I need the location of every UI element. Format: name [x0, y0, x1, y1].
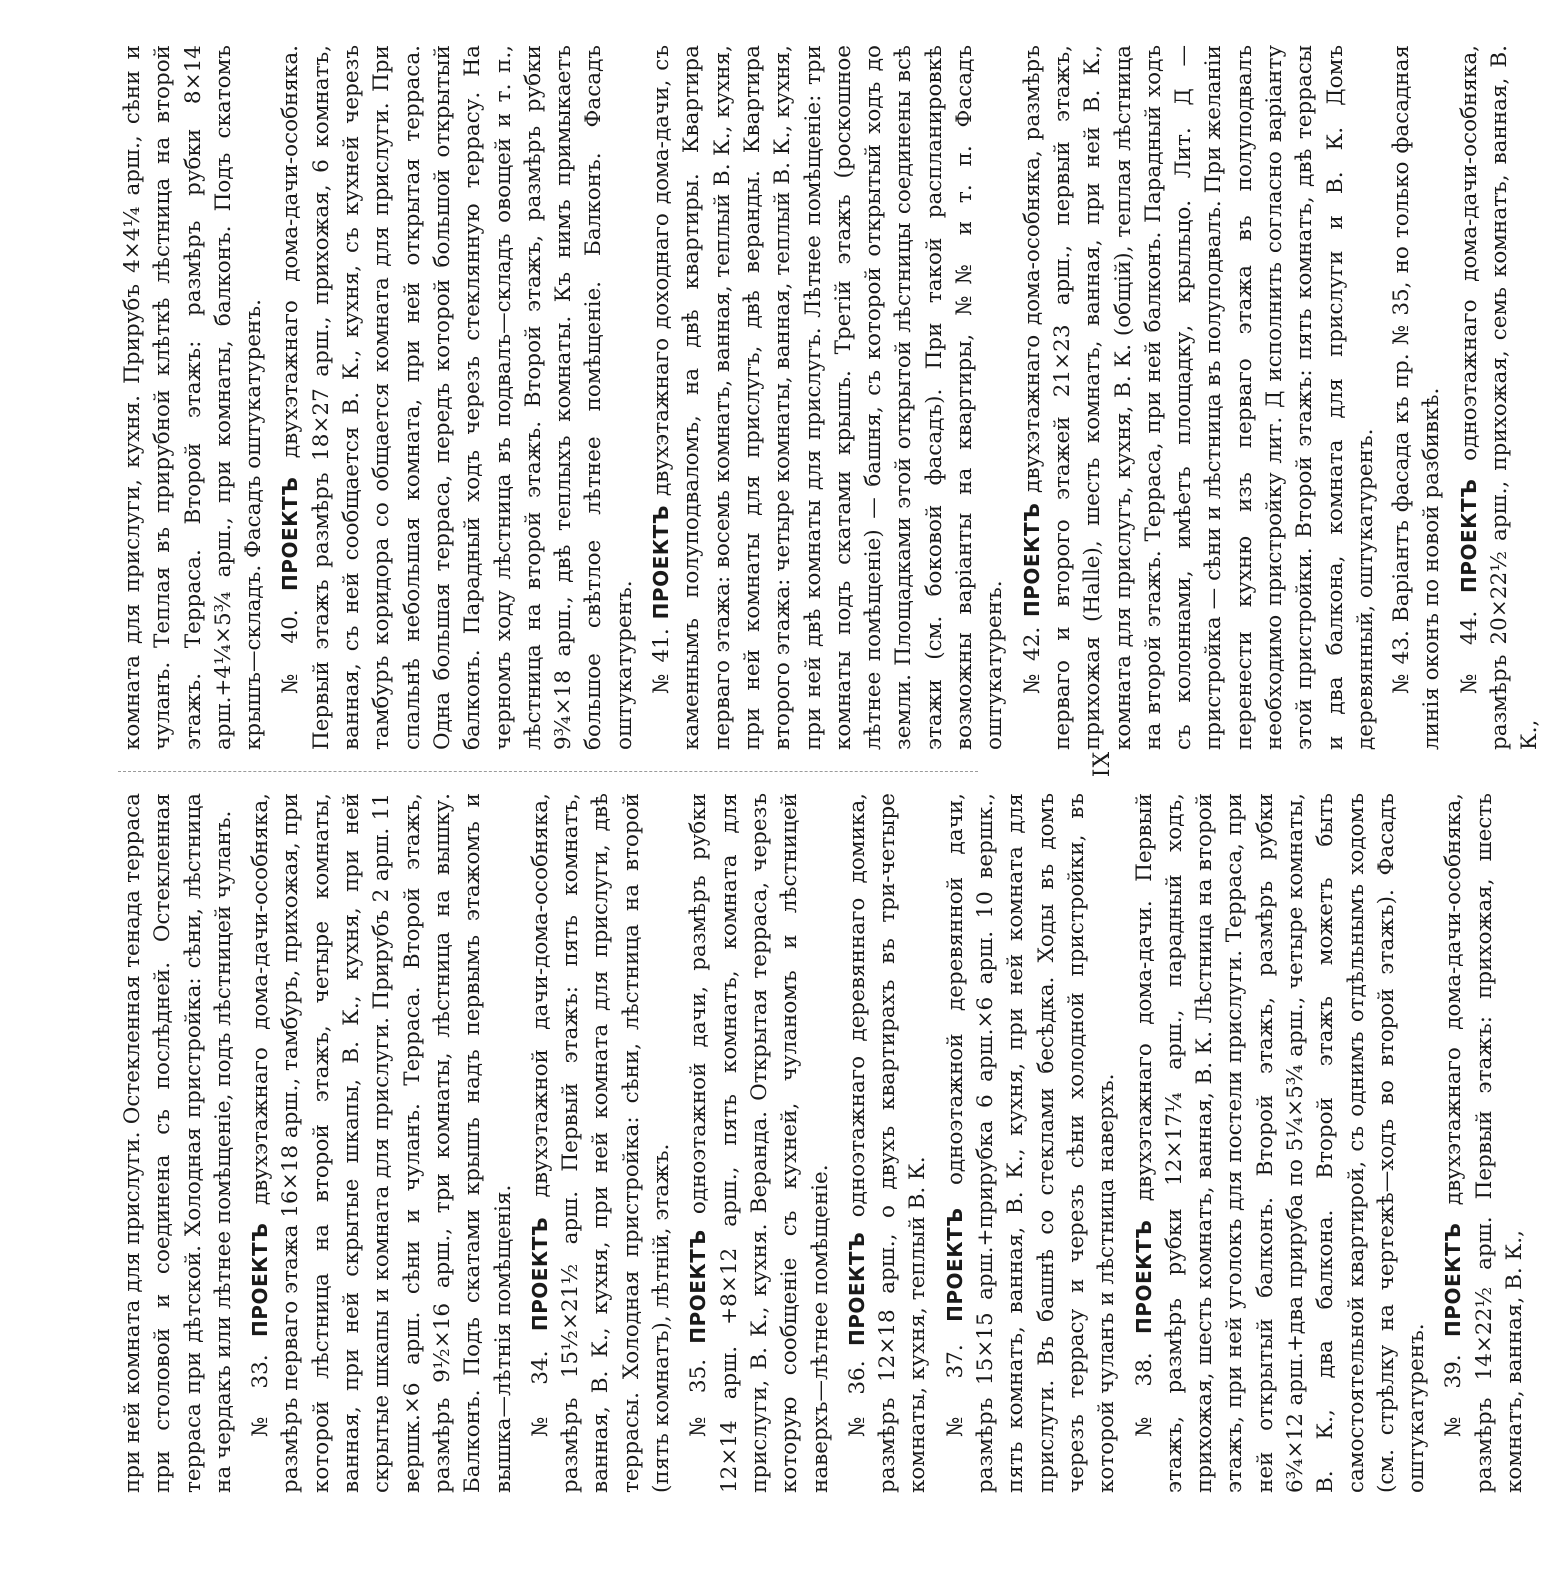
- project-keyword: ПРОЕКТЪ: [649, 504, 674, 620]
- project-keyword: ПРОЕКТЪ: [686, 1229, 711, 1344]
- project-keyword: ПРОЕКТЪ: [1019, 502, 1044, 617]
- project-number: № 39.: [1441, 1354, 1467, 1437]
- paragraph: [842, 793, 934, 1493]
- project-number: № 37.: [942, 1344, 968, 1437]
- left-column: [118, 792, 1528, 1493]
- column-divider: [118, 771, 978, 772]
- project-number: № 38.: [1131, 1352, 1157, 1437]
- paragraph-text: комната для прислуги, кухня. Прирубъ 4×4¼ арш., сѣни и чуланъ. Теплая въ прирубной клѣткѣ лѣстница на второй этажъ. Терраса. Второй этажъ: размѣръ рубки 8×14 арш.+4¼×5¾ арш., при комнаты, балконъ. Подъ скатомъ крышъ—складъ. Фасадъ оштукатуренъ.: [120, 45, 267, 750]
- paragraph: [1387, 45, 1448, 750]
- project-number: № 41.: [649, 628, 675, 694]
- project-keyword: ПРОЕКТЪ: [1456, 478, 1481, 593]
- project-keyword: ПРОЕКТЪ: [278, 476, 303, 591]
- project-keyword: ПРОЕКТЪ: [1131, 1219, 1156, 1334]
- project-number: № 44.: [1456, 610, 1482, 694]
- page-number: IX: [1090, 750, 1115, 778]
- project-number: № 43.: [1389, 630, 1415, 694]
- paragraph: [1017, 45, 1382, 750]
- paragraph: [275, 45, 640, 750]
- paragraph-text: одноэтажной деревянной дачи, размѣръ 15×15 арш.+прирубка 6 арш.×6 арш. 10 вершк., пять комнатъ, ванная, В. К., кухня, при ней комната для прислуги. Въ башнѣ со стеклами бесѣдка. Ходы въ домъ черезъ террасу и черезъ сѣни холодной пристройки, въ которой чуланъ и лѣстница наверхъ.: [942, 793, 1120, 1493]
- paragraph: [525, 793, 677, 1493]
- paragraph: [646, 45, 1011, 750]
- project-number: № 35.: [686, 1358, 712, 1437]
- project-keyword: ПРОЕКТЪ: [527, 1216, 552, 1332]
- paragraph: [1454, 45, 1546, 750]
- paragraph: [1129, 793, 1433, 1493]
- paragraph-text: двухэтажнаго дома-особняка, размѣръ перваго и второго этажей 21×23 арш., первый этажъ, прихожая (Halle), шесть комнатъ, ванная, при ней В. К., комната для прислугъ, кухня, В. К. (общій), теплая лѣстница на второй этажъ. Терраса, при ней балконъ. Парадный ходъ съ колоннами, имѣетъ площадку, крыльцо. Лит. Д — пристройка — сѣни и лѣстница въ полуподвалъ. При желаніи перенести кухню изъ перваго этажа въ полуподвалъ необходимо пристройку лит. Д исполнить согласно варіанту этой пристройки. Второй этажъ: пять комнатъ, двѣ террасы и два балкона, комната для прислуги и В. К. Домъ деревянный, оштукатуренъ.: [1019, 45, 1378, 750]
- project-number: № 36.: [844, 1360, 870, 1437]
- paragraph: [683, 793, 835, 1493]
- paragraph-text: двухэтажной дачи-дома-особняка, размѣръ 15½×21½ арш. Первый этажъ: пять комнатъ, ванная, В. К., кухня, при ней комната для прислуги, двѣ террасы. Холодная пристройка: сѣни, лѣстница на второй (пять комнатъ), лѣтній, этажъ.: [527, 793, 675, 1493]
- paragraph-text: одноэтажнаго деревяннаго домика, размѣръ 12×18 арш., о двухъ квартирахъ въ три-четыре комнаты, кухня, теплый В. К.: [844, 792, 931, 1493]
- project-number: № 34.: [527, 1350, 553, 1437]
- paragraph-text: двухэтажнаго дома-дачи-особняка. Первый этажъ размѣръ 18×27 арш., прихожая, 6 комнатъ, ванная, съ ней сообщается В. К., кухня, съ кухней черезъ тамбуръ коридора со общается комната для прислуги. При спальнѣ небольшая комната, при ней открытая терраса. Одна большая терраса, передъ которой большой открытый балконъ. Парадный ходъ черезъ стеклянную террасу. На черномъ ходу лѣстница въ подвалъ—складъ овощей и т. п., лѣстница на второй этажъ. Второй этажъ, размѣръ рубки 9¾×18 арш., двѣ теплыхъ комнаты. Къ нимъ примыкаетъ большое свѣтлое лѣтнее помѣщеніе. Балконъ. Фасадъ оштукатуренъ.: [278, 44, 637, 750]
- project-keyword: ПРОЕКТЪ: [1441, 1222, 1466, 1337]
- project-number: № 42.: [1019, 626, 1045, 694]
- paragraph-text: одноэтажнаго дома-дачи-особняка, размѣръ 20×22½ арш., прихожая, семь комнатъ, ванная, В. К.,: [1456, 44, 1543, 750]
- paragraph-text: двухэтажнаго дома-дачи. Первый этажъ, размѣръ рубки 12×17¼ арш., парадный ходъ, прихожая, шесть комнатъ, ванная, В. К. Лѣстница на второй этажъ, при ней уголокъ для постели прислуги. Терраса, при ней открытый балконъ. Второй этажъ, размѣръ рубки 6¾×12 арш.+два прируба по 5¼×5¾ арш., четыре комнаты, В. К., два балкона. Второй этажъ можетъ быть самостоятельной квартирой, съ однимъ отдѣльнымъ ходомъ (см. стрѣлку на чертежѣ—ходъ во второй этажъ). Фасадъ оштукатуренъ.: [1131, 793, 1430, 1493]
- project-keyword: ПРОЕКТЪ: [942, 1207, 967, 1322]
- paragraph: [118, 45, 269, 750]
- paragraph-text: двухэтажнаго доходнаго дома-дачи, съ каменнымъ полуподваломъ, на двѣ квартиры. Квартира перваго этажа: восемь комнатъ, ванная, теплый В. К., кухня, при ней комнаты для прислугъ, двѣ веранды. Квартира второго этажа: четыре комнаты, ванная, теплый В. К., кухня, при ней двѣ комнаты для прислугъ. Лѣтнее помѣщеніе: три комнаты подъ скатами крышъ. Третій этажъ (роскошное лѣтнее помѣщеніе) — башня, съ которой открытый ходъ до земли. Площадками этой открытой лѣстницы соединены всѣ этажи (см. боковой фасадъ). При такой распланировкѣ возможны варіанты на квартиры, №№ и т. п. Фасадъ оштукатуренъ.: [649, 45, 1008, 750]
- project-number: № 40.: [278, 609, 304, 694]
- right-column: [118, 44, 1543, 750]
- paragraph: [940, 793, 1123, 1493]
- paragraph: [245, 793, 519, 1493]
- paragraph-text: двухэтажнаго дома-дачи-особняка, размѣръ 14×22½ арш. Первый этажъ: прихожая, шесть комнатъ, ванная, В. К.,: [1441, 792, 1528, 1493]
- paragraph-text: одноэтажной дачи, размѣръ рубки 12×14 арш. +8×12 арш., пять комнатъ, комната для прислуги, В. К., кухня. Веранда. Открытая терраса, черезъ которую сообщеніе съ кухней, чуланомъ и лѣстницей наверхъ—лѣтнее помѣщеніе.: [686, 792, 833, 1493]
- paragraph-text: при ней комната для прислуги. Остекленная тенада терраса при столовой и соединена съ послѣдней. Остекленная терраса при дѣтской. Холодная пристройка: сѣни, лѣстница на чердакъ или лѣтнее помѣщеніе, подъ лѣстницей чуланъ.: [120, 793, 236, 1493]
- paragraph-text: двухэтажнаго дома-дачи-особняка, размѣръ перваго этажа 16×18 арш., тамбуръ, прихожая, при которой лѣстница на второй этажъ, четыре комнаты, ванная, при ней скрытые шкапы, В. К., кухня, при ней скрытые шкапы и комната для прислуги. Прирубъ 2 арш. 11 вершк.×6 арш. сѣни и чуланъ. Терраса. Второй этажъ, размѣръ 9½×16 арш., три комнаты, лѣстница на вышку. Балконъ. Подъ скатами крышъ надъ первымъ этажомъ и вышка—лѣтнія помѣщенія.: [248, 792, 516, 1493]
- project-number: № 33.: [248, 1354, 274, 1437]
- paragraph-text: Варіантъ фасада къ пр. № 35, но только фасадная линія оконъ по новой разбивкѣ.: [1389, 44, 1445, 750]
- paragraph: [1438, 793, 1530, 1493]
- project-keyword: ПРОЕКТЪ: [844, 1231, 869, 1347]
- paragraph: [118, 793, 239, 1493]
- project-keyword: ПРОЕКТЪ: [248, 1222, 273, 1337]
